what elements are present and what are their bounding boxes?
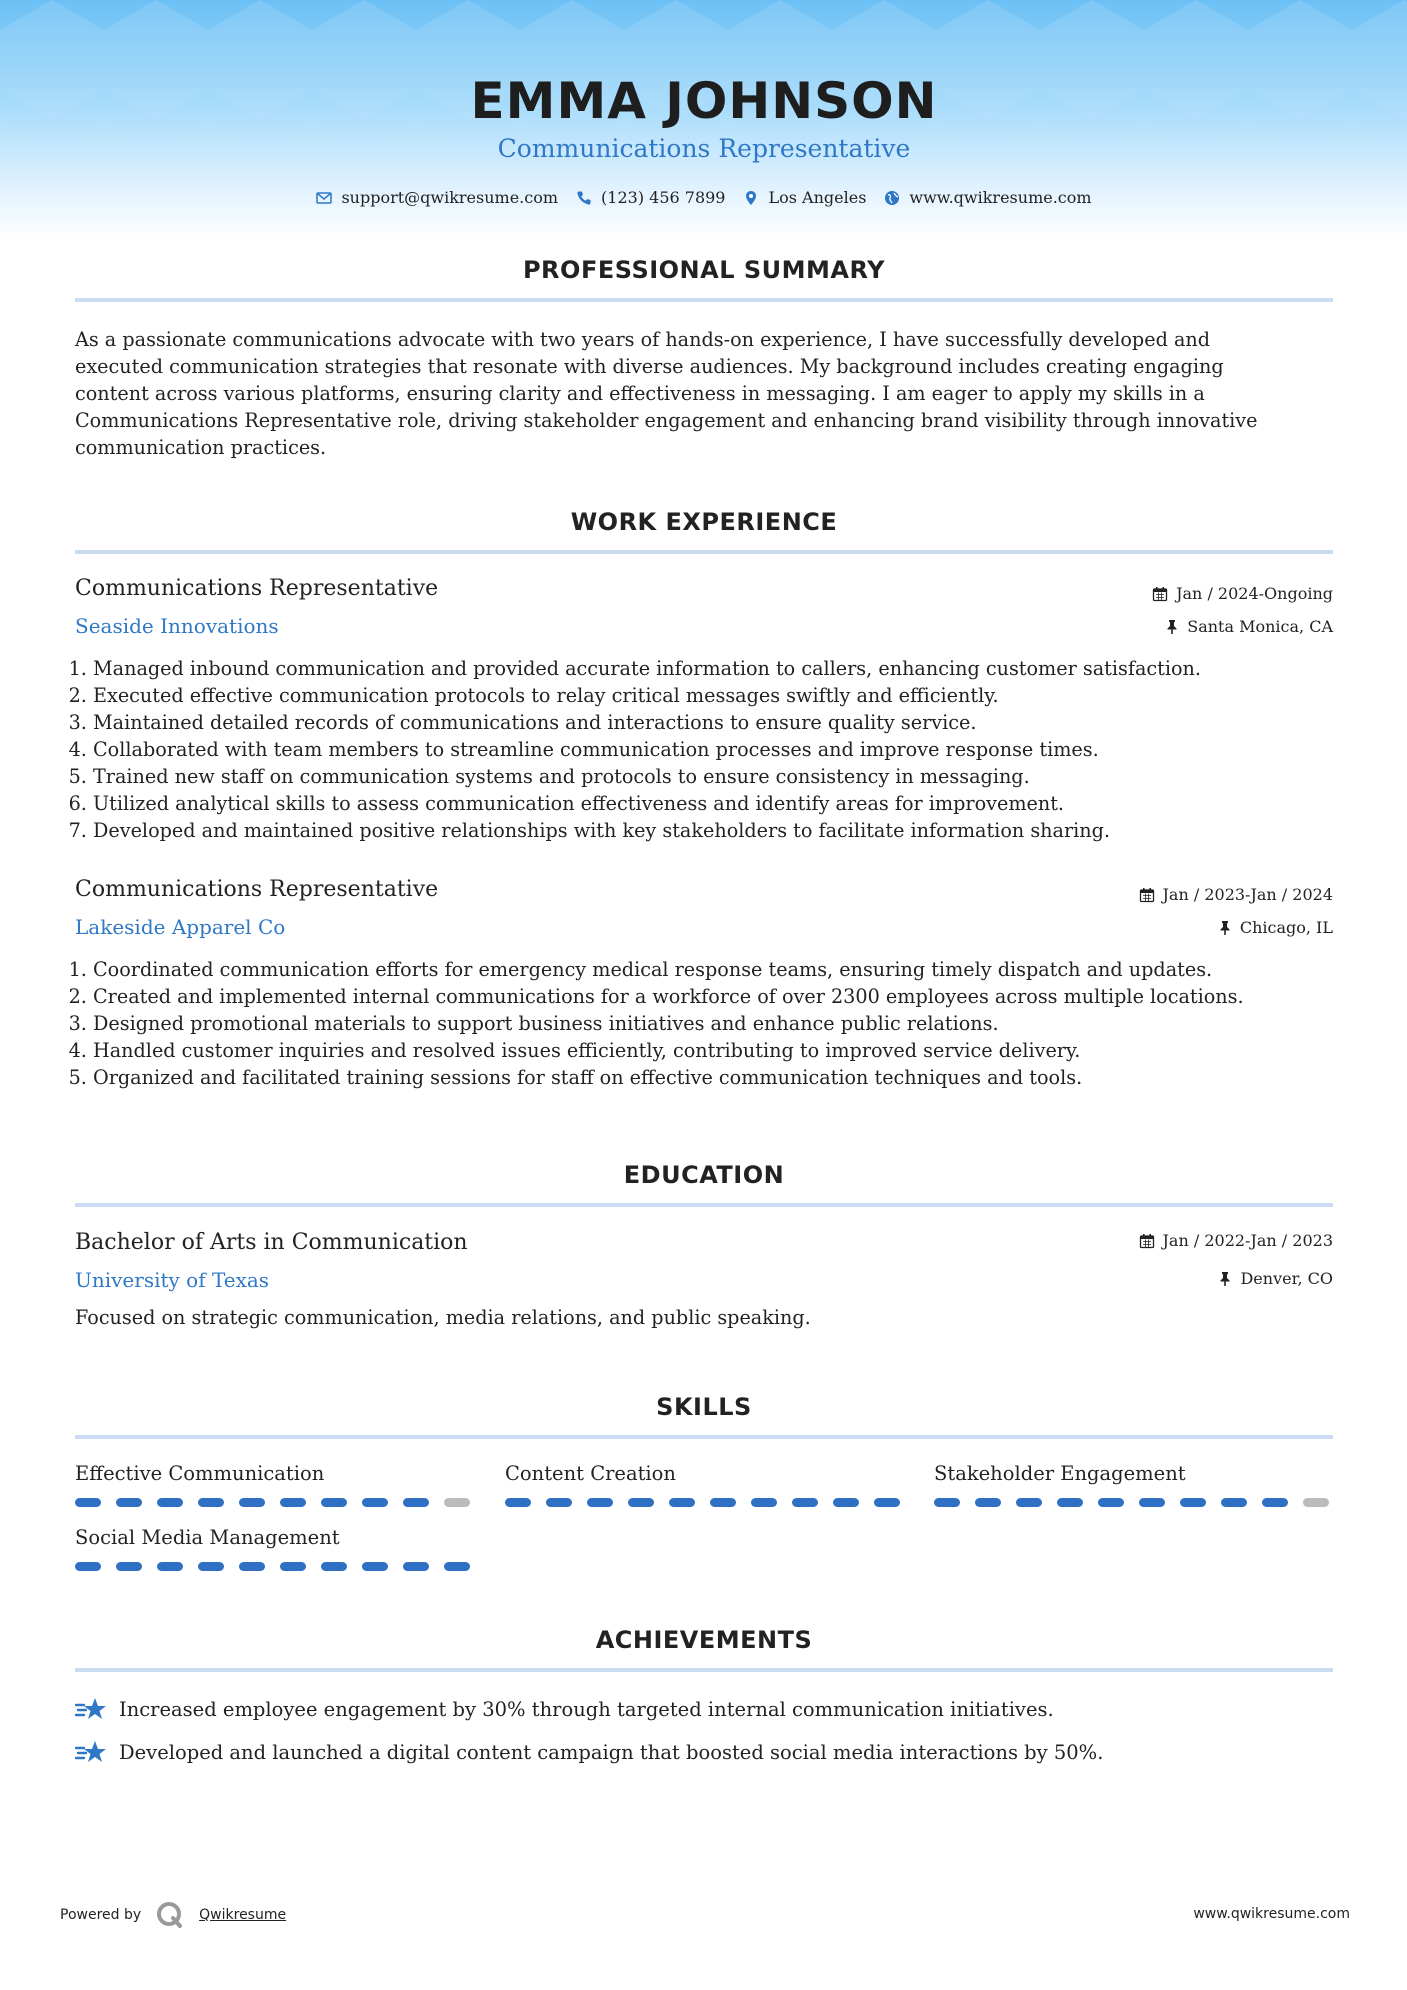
powered-by-label: Powered by: [60, 1907, 142, 1923]
skill-level-segment: [546, 1498, 572, 1507]
candidate-role: Communications Representative: [497, 134, 911, 163]
skill-level-bar: [505, 1498, 900, 1507]
list-item: 1. Coordinated communication efforts for emergency medical response teams, ensuring timely dispatch and updates.: [93, 956, 1333, 983]
contact-website[interactable]: [884, 188, 1091, 207]
skill-level-segment: [75, 1562, 101, 1571]
contact-location: [743, 188, 866, 207]
skill-level-segment: [669, 1498, 695, 1507]
skill-level-segment: [157, 1562, 183, 1571]
skills-divider: [75, 1435, 1333, 1439]
skill-level-segment: [321, 1562, 347, 1571]
skill-level-segment: [362, 1562, 388, 1571]
star-icon: [75, 1695, 107, 1723]
skill-level-bar: [934, 1498, 1329, 1507]
skill-level-segment: [628, 1498, 654, 1507]
skill-level-segment: [934, 1498, 960, 1507]
job-dates: [1139, 885, 1333, 904]
education-description: Focused on strategic communication, media relations, and public speaking.: [75, 1306, 811, 1329]
summary-line: Communications Representative role, driving stakeholder engagement and enhancing brand visibility through innovative: [75, 409, 1258, 432]
education-location: [1218, 1269, 1333, 1288]
achievement-text: Increased employee engagement by 30% through targeted internal communication initiatives.: [119, 1697, 1054, 1721]
skills-heading: SKILLS: [656, 1393, 752, 1421]
education-dates-text: Jan / 2022-Jan / 2023: [1162, 1231, 1333, 1250]
education-dates: [1139, 1231, 1333, 1250]
phone-icon: [576, 190, 592, 206]
list-item: 5. Organized and facilitated training sessions for staff on effective communication techniques and tools.: [93, 1064, 1333, 1091]
calendar-icon: [1139, 887, 1155, 903]
skill-level-segment: [280, 1498, 306, 1507]
job-dates: [1152, 584, 1333, 603]
map-marker-icon: [743, 190, 759, 206]
contact-phone[interactable]: [576, 188, 725, 207]
list-item: 4. Handled customer inquiries and resolved issues efficiently, contributing to improved service delivery.: [93, 1037, 1333, 1064]
globe-icon: [884, 190, 900, 206]
skill-level-segment: [1262, 1498, 1288, 1507]
calendar-icon: [1139, 1233, 1155, 1249]
contact-phone-text: (123) 456 7899: [601, 188, 726, 207]
skill-level-bar: [75, 1498, 470, 1507]
job-dates-text: Jan / 2024-Ongoing: [1176, 584, 1333, 603]
qwikresume-logo-icon: [155, 1900, 185, 1930]
skill-level-segment: [321, 1498, 347, 1507]
footer-branding: [60, 1900, 286, 1930]
job-responsibilities: [75, 956, 1333, 1091]
skill-level-segment: [157, 1498, 183, 1507]
skill-level-segment: [198, 1498, 224, 1507]
skill-level-segment: [362, 1498, 388, 1507]
pushpin-icon: [1218, 1271, 1232, 1287]
list-item: 4. Collaborated with team members to streamline communication processes and improve response times.: [93, 736, 1333, 763]
list-item: 1. Managed inbound communication and provided accurate information to callers, enhancing customer satisfaction.: [93, 655, 1333, 682]
education-heading: EDUCATION: [623, 1161, 785, 1189]
summary-line: executed communication strategies that resonate with diverse audiences. My background includes creating engaging: [75, 355, 1224, 378]
skill-level-segment: [1180, 1498, 1206, 1507]
list-item: 3. Designed promotional materials to support business initiatives and enhance public relations.: [93, 1010, 1333, 1037]
job-title: Communications Representative: [75, 877, 439, 902]
job-title: Communications Representative: [75, 576, 439, 601]
education-school: University of Texas: [75, 1268, 270, 1292]
achievements-heading: ACHIEVEMENTS: [595, 1626, 813, 1654]
job-company: Lakeside Apparel Co: [75, 915, 286, 939]
experience-heading: WORK EXPERIENCE: [570, 508, 838, 536]
skill-level-segment: [587, 1498, 613, 1507]
skill-level-segment: [505, 1498, 531, 1507]
job-location-text: Chicago, IL: [1239, 918, 1333, 937]
envelope-icon: [316, 190, 332, 206]
achievement-item: [75, 1738, 1103, 1766]
job-location-text: Santa Monica, CA: [1187, 617, 1333, 636]
summary-line: As a passionate communications advocate with two years of hands-on experience, I have successfully developed and: [75, 328, 1211, 351]
skill-level-segment: [1016, 1498, 1042, 1507]
summary-line: communication practices.: [75, 436, 327, 459]
contact-location-text: Los Angeles: [768, 188, 867, 207]
summary-heading: PROFESSIONAL SUMMARY: [522, 256, 886, 284]
list-item: 3. Maintained detailed records of communications and interactions to ensure quality service.: [93, 709, 1333, 736]
list-item: 6. Utilized analytical skills to assess communication effectiveness and identify areas for improvement.: [93, 790, 1333, 817]
summary-divider: [75, 298, 1333, 302]
job-location: [1165, 617, 1333, 636]
qwikresume-link[interactable]: Qwikresume: [199, 1907, 287, 1923]
skill-level-segment: [1098, 1498, 1124, 1507]
skill-name: Stakeholder Engagement: [934, 1462, 1186, 1485]
education-divider: [75, 1203, 1333, 1207]
achievements-divider: [75, 1668, 1333, 1672]
pushpin-icon: [1218, 920, 1232, 936]
skill-level-segment: [975, 1498, 1001, 1507]
education-location-text: Denver, CO: [1240, 1269, 1333, 1288]
pushpin-icon: [1165, 619, 1179, 635]
skill-name: Content Creation: [505, 1462, 676, 1485]
calendar-icon: [1152, 586, 1168, 602]
contact-email-text: support@qwikresume.com: [341, 188, 559, 207]
achievement-text: Developed and launched a digital content campaign that boosted social media interactions by 50%.: [119, 1740, 1104, 1764]
list-item: 2. Created and implemented internal communications for a workforce of over 2300 employees across multiple locations.: [93, 983, 1333, 1010]
job-company: Seaside Innovations: [75, 614, 279, 638]
summary-line: content across various platforms, ensuring clarity and effectiveness in messaging. I am eager to apply my skills in a: [75, 382, 1205, 405]
skill-level-segment: [792, 1498, 818, 1507]
list-item: 5. Trained new staff on communication systems and protocols to ensure consistency in messaging.: [93, 763, 1333, 790]
contact-bar: [75, 188, 1333, 207]
education-degree: Bachelor of Arts in Communication: [75, 1230, 468, 1255]
skill-level-segment: [710, 1498, 736, 1507]
skill-level-segment: [1303, 1498, 1329, 1507]
list-item: 2. Executed effective communication protocols to relay critical messages swiftly and efficiently.: [93, 682, 1333, 709]
skill-level-segment: [116, 1562, 142, 1571]
skill-level-segment: [1139, 1498, 1165, 1507]
skill-level-segment: [403, 1562, 429, 1571]
summary-text: [75, 326, 1333, 461]
job-location: [1218, 918, 1333, 937]
job-responsibilities: [75, 655, 1333, 844]
skill-level-segment: [833, 1498, 859, 1507]
skill-level-segment: [403, 1498, 429, 1507]
skill-level-segment: [1221, 1498, 1247, 1507]
star-icon: [75, 1738, 107, 1766]
skill-level-segment: [751, 1498, 777, 1507]
skill-level-bar: [75, 1562, 470, 1571]
skill-level-segment: [239, 1498, 265, 1507]
skill-level-segment: [444, 1498, 470, 1507]
skill-level-segment: [116, 1498, 142, 1507]
contact-website-text: www.qwikresume.com: [909, 188, 1092, 207]
candidate-name: EMMA JOHNSON: [470, 72, 938, 130]
skill-level-segment: [444, 1562, 470, 1571]
list-item: 7. Developed and maintained positive relationships with key stakeholders to facilitate information sharing.: [93, 817, 1333, 844]
achievement-item: [75, 1695, 1054, 1723]
skill-name: Effective Communication: [75, 1462, 325, 1485]
skill-level-segment: [75, 1498, 101, 1507]
skill-name: Social Media Management: [75, 1526, 340, 1549]
skill-level-segment: [239, 1562, 265, 1571]
skill-level-segment: [1057, 1498, 1083, 1507]
experience-divider: [75, 550, 1333, 554]
skill-level-segment: [280, 1562, 306, 1571]
skill-level-segment: [874, 1498, 900, 1507]
footer-website[interactable]: www.qwikresume.com: [1193, 1906, 1350, 1922]
contact-email[interactable]: [316, 188, 558, 207]
skill-level-segment: [198, 1562, 224, 1571]
job-dates-text: Jan / 2023-Jan / 2024: [1162, 885, 1333, 904]
